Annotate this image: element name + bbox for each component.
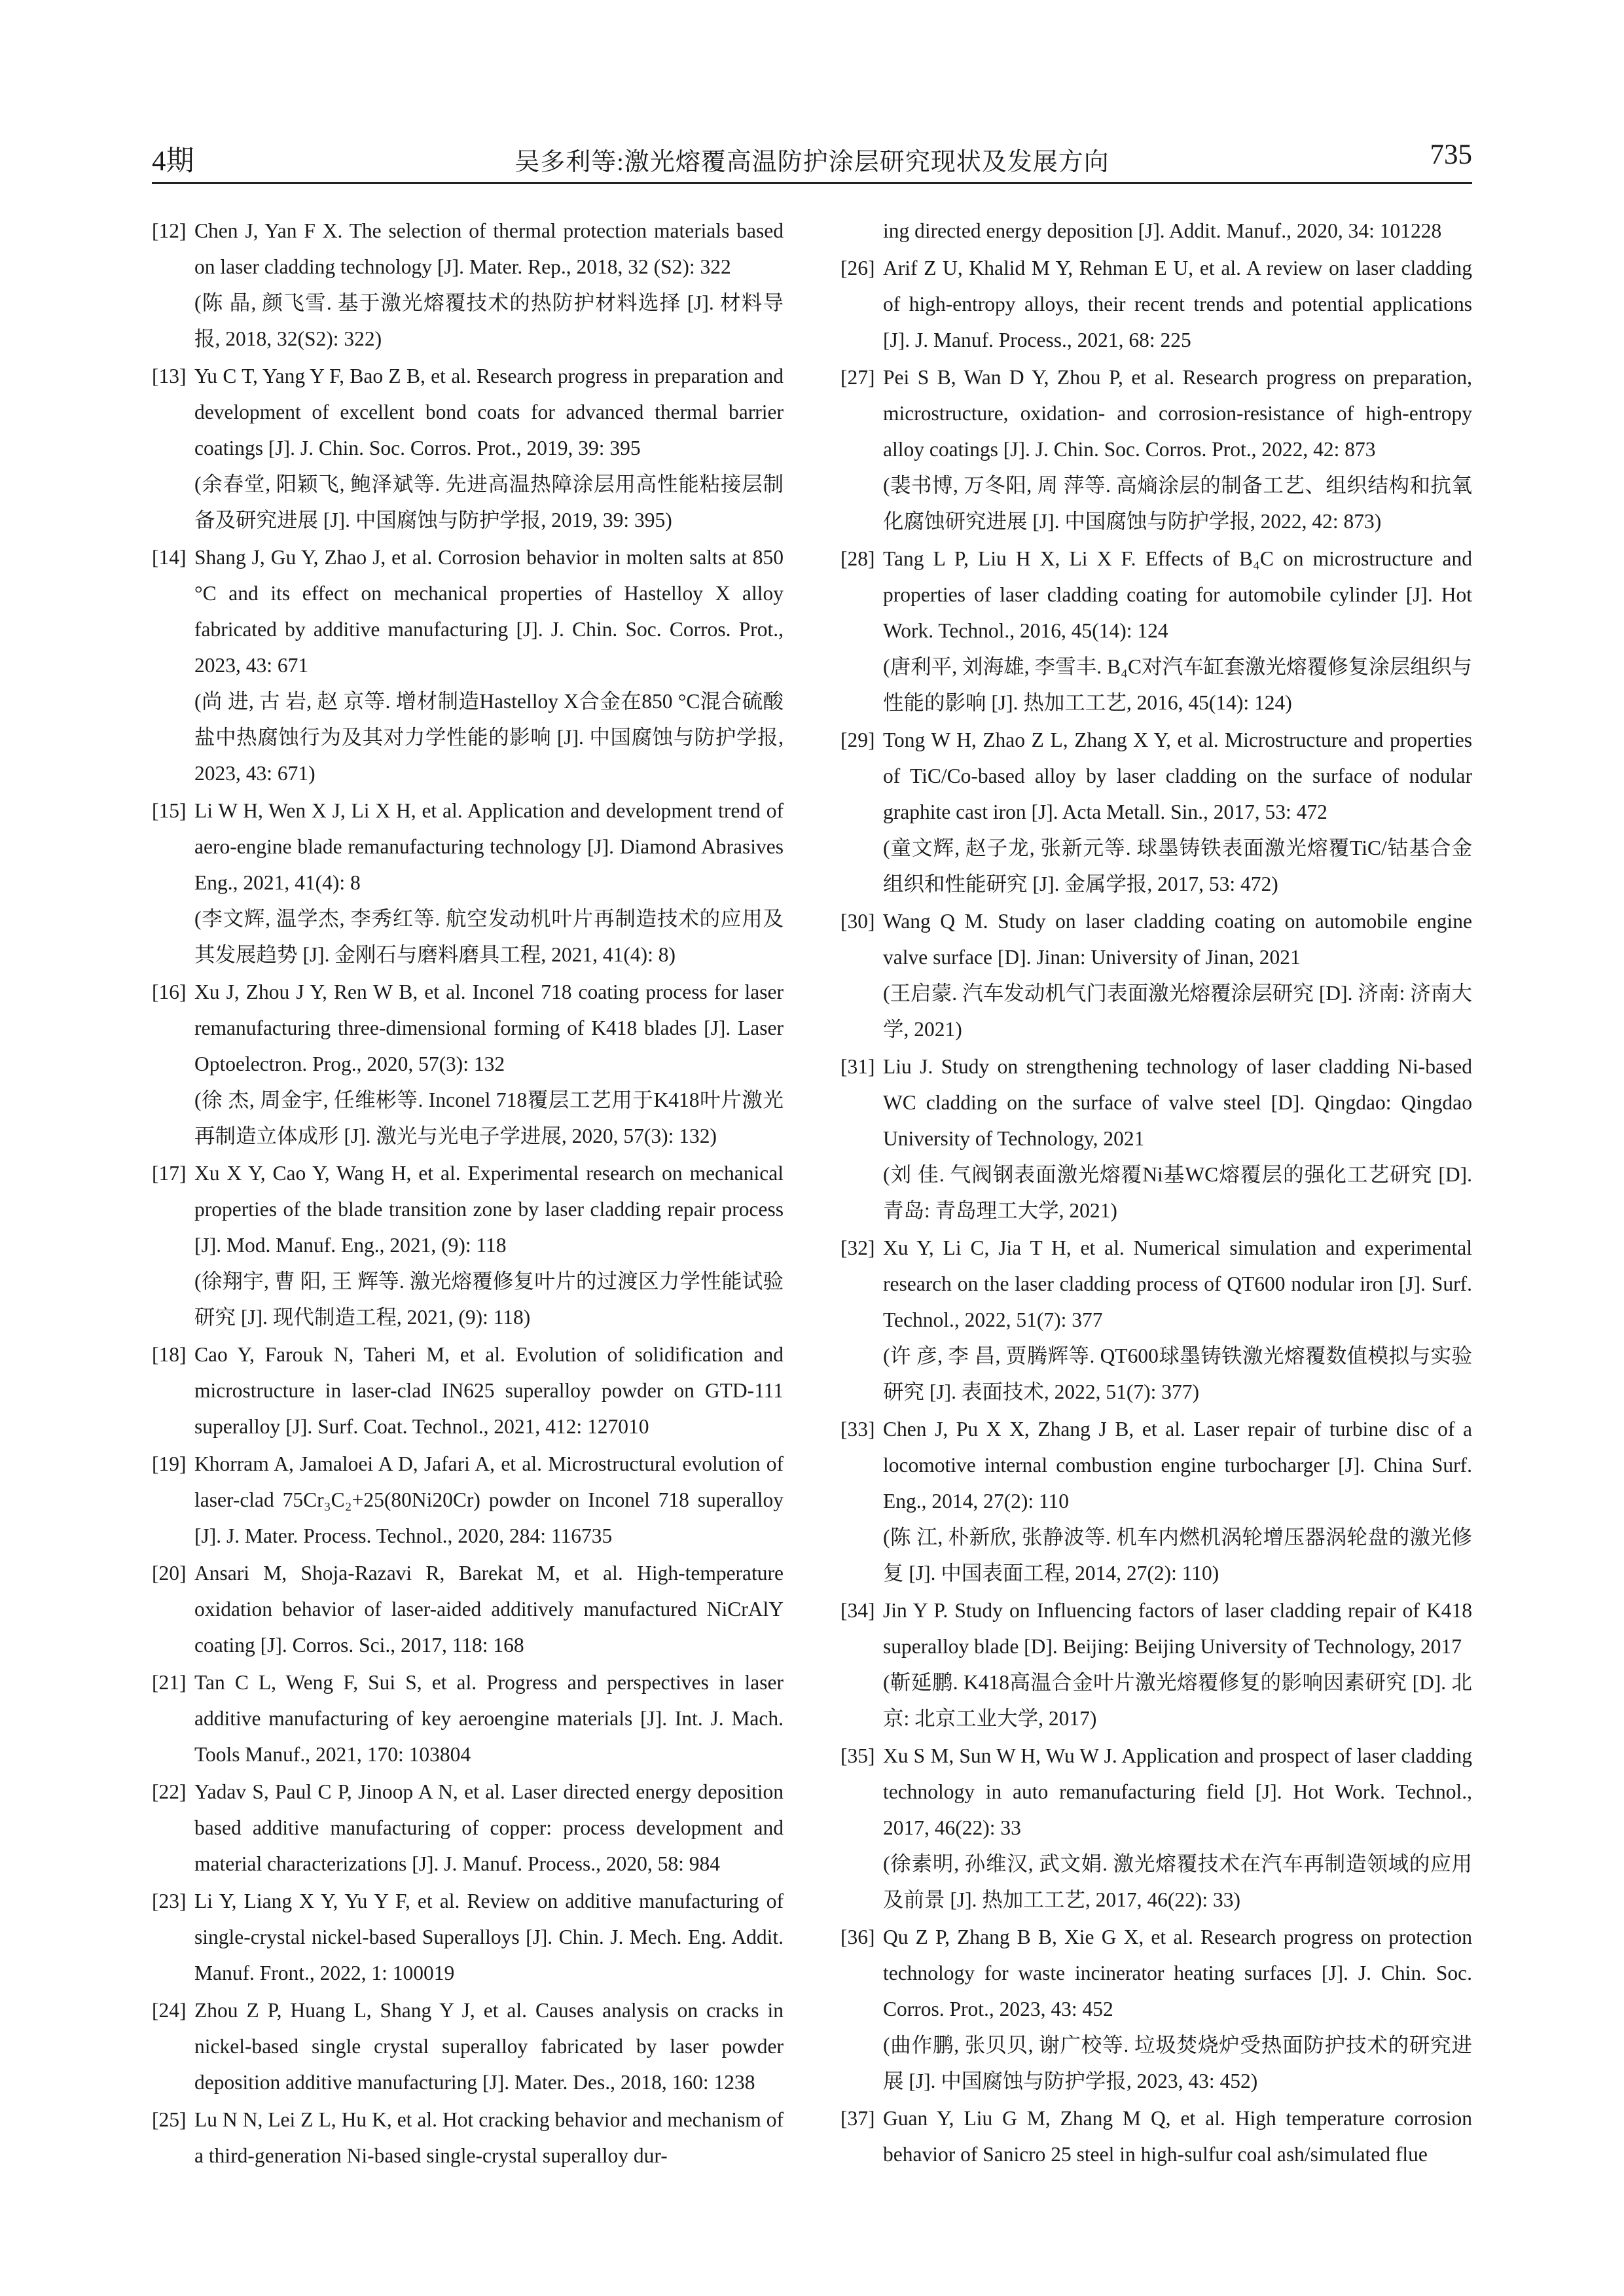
reference-item <box>152 358 784 538</box>
reference-text: Tong W H, Zhao Z L, Zhang X Y, et al. Microstructure and properties of TiC/Co-based alloy by laser cladding on the surface of nodular graphite cast iron [J]. Acta Metall. Sin., 2017, 53: 472 <box>883 728 1472 823</box>
reference-number: [20] <box>152 1562 187 1585</box>
reference-item <box>152 1664 784 1772</box>
reference-item <box>152 1774 784 1882</box>
reference-number: [36] <box>840 1926 875 1948</box>
issue-label: 4期 <box>152 146 194 177</box>
reference-number: [34] <box>840 1599 875 1622</box>
reference-item <box>840 1049 1472 1229</box>
reference-text: Chen J, Yan F X. The selection of thermal protection materials based on laser cladding technology [J]. Mater. Rep., 2018, 32 (S2): 322 <box>194 219 784 278</box>
page-number: 735 <box>1430 139 1472 170</box>
reference-text: Jin Y P. Study on Influencing factors of laser cladding repair of K418 superalloy blade [D]. Beijing: Beijing University of Technology, 2017 <box>883 1599 1472 1658</box>
reference-number: [21] <box>152 1671 187 1694</box>
reference-text: Tang L P, Liu H X, Li X F. Effects of B₄C on microstructure and properties of laser cladding coating for automobile cylinder [J]. Hot Work. Technol., 2016, 45(14): 124 <box>883 547 1472 642</box>
reference-text: Cao Y, Farouk N, Taheri M, et al. Evolution of solidification and microstructure in laser-clad IN625 superalloy powder on GTD-111 superalloy [J]. Surf. Coat. Technol., 2021, 412: 127010 <box>194 1343 784 1438</box>
reference-item <box>152 2102 784 2174</box>
reference-chinese-translation: (余春堂, 阳颖飞, 鲍泽斌等. 先进高温热障涂层用高性能粘接层制备及研究进展 [J]. 中国腐蚀与防护学报, 2019, 39: 395) <box>194 473 784 531</box>
reference-number: [29] <box>840 728 875 751</box>
reference-text: Tan C L, Weng F, Sui S, et al. Progress and perspectives in laser additive manufacturing of key aeroengine materials [J]. Int. J. Mach. Tools Manuf., 2021, 170: 103804 <box>194 1671 784 1766</box>
reference-text: Shang J, Gu Y, Zhao J, et al. Corrosion behavior in molten salts at 850 °C and its effect on mechanical properties of Hastelloy X alloy fabricated by additive manufacturing [J]. J. Chin. Soc. Corros. Prot., 2023, 43: 671 <box>194 546 784 677</box>
reference-item <box>840 722 1472 902</box>
reference-item <box>152 539 784 791</box>
reference-text: Xu S M, Sun W H, Wu W J. Application and prospect of laser cladding technology in auto remanufacturing field [J]. Hot Work. Technol., 2017, 46(22): 33 <box>883 1744 1472 1839</box>
reference-item <box>152 793 784 973</box>
reference-number: [35] <box>840 1744 875 1767</box>
reference-number: [12] <box>152 219 187 242</box>
reference-chinese-translation: (靳延鹏. K418高温合金叶片激光熔覆修复的影响因素研究 [D]. 北京: 北京工业大学, 2017) <box>883 1671 1472 1730</box>
reference-item <box>840 1592 1472 1736</box>
reference-number: [24] <box>152 1999 187 2022</box>
reference-text: Li W H, Wen X J, Li X H, et al. Application and development trend of aero-engine blade remanufacturing technology [J]. Diamond Abrasives Eng., 2021, 41(4): 8 <box>194 799 784 894</box>
reference-text: Zhou Z P, Huang L, Shang Y J, et al. Causes analysis on cracks in nickel-based single crystal superalloy fabricated by laser powder deposition additive manufacturing [J]. Mater. Des., 2018, 160: 1238 <box>194 1999 784 2094</box>
reference-item <box>840 359 1472 539</box>
reference-chinese-translation: (陈 晶, 颜飞雪. 基于激光熔覆技术的热防护材料选择 [J]. 材料导报, 2018, 32(S2): 322) <box>194 291 784 350</box>
reference-number: [33] <box>840 1418 875 1441</box>
reference-text: Yadav S, Paul C P, Jinoop A N, et al. Laser directed energy deposition based additive manufacturing of copper: process development and material characterizations [J]. J. Manuf. Process., 2020, 58: 984 <box>194 1780 784 1875</box>
left-column <box>152 213 784 2175</box>
reference-text: Liu J. Study on strengthening technology of laser cladding Ni-based WC cladding on the surface of valve steel [D]. Qingdao: Qingdao University of Technology, 2021 <box>883 1055 1472 1150</box>
reference-text: Ansari M, Shoja-Razavi R, Barekat M, et al. High-temperature oxidation behavior of laser-aided additively manufactured NiCrAlY coating [J]. Corros. Sci., 2017, 118: 168 <box>194 1562 784 1657</box>
reference-chinese-translation: (童文辉, 赵子龙, 张新元等. 球墨铸铁表面激光熔覆TiC/钴基合金组织和性能研究 [J]. 金属学报, 2017, 53: 472) <box>883 836 1472 895</box>
reference-number: [32] <box>840 1236 875 1259</box>
reference-text: Chen J, Pu X X, Zhang J B, et al. Laser repair of turbine disc of a locomotive internal combustion engine turbocharger [J]. China Surf. Eng., 2014, 27(2): 110 <box>883 1418 1472 1513</box>
reference-text: Yu C T, Yang Y F, Bao Z B, et al. Research progress in preparation and development of excellent bond coats for advanced thermal barrier coatings [J]. J. Chin. Soc. Corros. Prot., 2019, 39: 395 <box>194 365 784 459</box>
reference-item <box>840 903 1472 1047</box>
reference-chinese-translation: (许 彦, 李 昌, 贾腾辉等. QT600球墨铸铁激光熔覆数值模拟与实验研究 [J]. 表面技术, 2022, 51(7): 377) <box>883 1344 1472 1403</box>
reference-chinese-translation: (尚 进, 古 岩, 赵 京等. 增材制造Hastelloy X合金在850 °C混合硫酸盐中热腐蚀行为及其对力学性能的影响 [J]. 中国腐蚀与防护学报, 2023, 43: 671) <box>194 690 784 785</box>
reference-text: Khorram A, Jamaloei A D, Jafari A, et al. Microstructural evolution of laser-clad 75Cr₃C₂+25(80Ni20Cr) powder on Inconel 718 superalloy [J]. J. Mater. Process. Technol., 2020, 284: 116735 <box>194 1452 784 1547</box>
reference-item <box>840 2100 1472 2172</box>
reference-number: [14] <box>152 546 187 569</box>
reference-text: Li Y, Liang X Y, Yu Y F, et al. Review on additive manufacturing of single-crystal nickel-based Superalloys [J]. Chin. J. Mech. Eng. Addit. Manuf. Front., 2022, 1: 100019 <box>194 1890 784 1984</box>
reference-chinese-translation: (王启蒙. 汽车发动机气门表面激光熔覆涂层研究 [D]. 济南: 济南大学, 2021) <box>883 982 1472 1041</box>
reference-item <box>152 1883 784 1991</box>
reference-chinese-translation: (刘 佳. 气阀钢表面激光熔覆Ni基WC熔覆层的强化工艺研究 [D]. 青岛: 青岛理工大学, 2021) <box>883 1163 1472 1222</box>
reference-item <box>840 541 1472 721</box>
reference-chinese-translation: (徐素明, 孙维汉, 武文娟. 激光熔覆技术在汽车再制造领域的应用及前景 [J]. 热加工工艺, 2017, 46(22): 33) <box>883 1852 1472 1911</box>
reference-text: Xu X Y, Cao Y, Wang H, et al. Experimental research on mechanical properties of the blade transition zone by laser cladding repair process [J]. Mod. Manuf. Eng., 2021, (9): 118 <box>194 1162 784 1257</box>
reference-text: Xu J, Zhou J Y, Ren W B, et al. Inconel 718 coating process for laser remanufacturing three-dimensional forming of K418 blades [J]. Laser Optoelectron. Prog., 2020, 57(3): 132 <box>194 980 784 1075</box>
reference-number: [25] <box>152 2108 187 2131</box>
reference-text: Wang Q M. Study on laser cladding coating on automobile engine valve surface [D]. Jinan: University of Jinan, 2021 <box>883 910 1472 969</box>
reference-item <box>152 1992 784 2100</box>
reference-number: [23] <box>152 1890 187 1912</box>
reference-item <box>840 1919 1472 2099</box>
reference-number: [22] <box>152 1780 187 1803</box>
reference-text: Pei S B, Wan D Y, Zhou P, et al. Research progress on preparation, microstructure, oxidation- and corrosion-resistance of high-entropy alloy coatings [J]. J. Chin. Soc. Corros. Prot., 2022, 42: 873 <box>883 366 1472 461</box>
reference-number: [27] <box>840 366 875 389</box>
reference-chinese-translation: (唐利平, 刘海雄, 李雪丰. B₄C对汽车缸套激光熔覆修复涂层组织与性能的影响 [J]. 热加工工艺, 2016, 45(14): 124) <box>883 655 1472 714</box>
reference-chinese-translation: (徐翔宇, 曹 阳, 王 辉等. 激光熔覆修复叶片的过渡区力学性能试验研究 [J]. 现代制造工程, 2021, (9): 118) <box>194 1270 784 1329</box>
reference-text: Qu Z P, Zhang B B, Xie G X, et al. Research progress on protection technology for waste incinerator heating surfaces [J]. J. Chin. Soc. Corros. Prot., 2023, 43: 452 <box>883 1926 1472 2020</box>
reference-number: [17] <box>152 1162 187 1185</box>
reference-number: [18] <box>152 1343 187 1366</box>
reference-text: Guan Y, Liu G M, Zhang M Q, et al. High temperature corrosion behavior of Sanicro 25 steel in high-sulfur coal ash/simulated flue <box>883 2107 1472 2166</box>
reference-item <box>840 1411 1472 1591</box>
reference-chinese-translation: (陈 江, 朴新欣, 张静波等. 机车内燃机涡轮增压器涡轮盘的激光修复 [J]. 中国表面工程, 2014, 27(2): 110) <box>883 1526 1472 1585</box>
reference-chinese-translation: (曲作鹏, 张贝贝, 谢广校等. 垃圾焚烧炉受热面防护技术的研究进展 [J]. 中国腐蚀与防护学报, 2023, 43: 452) <box>883 2034 1472 2092</box>
reference-item <box>152 1446 784 1554</box>
right-column <box>840 213 1472 2174</box>
reference-number: [15] <box>152 799 187 822</box>
reference-text: Xu Y, Li C, Jia T H, et al. Numerical simulation and experimental research on the laser cladding process of QT600 nodular iron [J]. Surf. Technol., 2022, 51(7): 377 <box>883 1236 1472 1331</box>
reference-item <box>840 250 1472 358</box>
reference-text: Lu N N, Lei Z L, Hu K, et al. Hot cracking behavior and mechanism of a third-generation Ni-based single-crystal superalloy dur- <box>194 2108 784 2167</box>
reference-number: [13] <box>152 365 187 387</box>
reference-item <box>152 213 784 357</box>
reference-number: [19] <box>152 1452 187 1475</box>
reference-item <box>840 1230 1472 1410</box>
reference-number: [30] <box>840 910 875 933</box>
reference-number: [31] <box>840 1055 875 1078</box>
reference-text: Arif Z U, Khalid M Y, Rehman E U, et al. A review on laser cladding of high-entropy alloys, their recent trends and potential applications [J]. J. Manuf. Process., 2021, 68: 225 <box>883 257 1472 351</box>
reference-number: [26] <box>840 257 875 279</box>
reference-number: [28] <box>840 547 875 570</box>
reference-continuation: ing directed energy deposition [J]. Addit. Manuf., 2020, 34: 101228 <box>883 219 1442 242</box>
running-header <box>152 136 1472 184</box>
reference-item <box>152 1336 784 1444</box>
reference-number: [37] <box>840 2107 875 2130</box>
reference-item <box>152 974 784 1154</box>
reference-item <box>840 1738 1472 1918</box>
reference-number: [16] <box>152 980 187 1003</box>
reference-item <box>152 1555 784 1663</box>
reference-chinese-translation: (徐 杰, 周金宇, 任维彬等. Inconel 718覆层工艺用于K418叶片激光再制造立体成形 [J]. 激光与光电子学进展, 2020, 57(3): 132) <box>194 1088 784 1147</box>
reference-chinese-translation: (裴书博, 万冬阳, 周 萍等. 高熵涂层的制备工艺、组织结构和抗氧化腐蚀研究进展 [J]. 中国腐蚀与防护学报, 2022, 42: 873) <box>883 474 1472 533</box>
reference-item <box>152 1155 784 1335</box>
running-title: 吴多利等:激光熔覆高温防护涂层研究现状及发展方向 <box>514 149 1110 176</box>
reference-chinese-translation: (李文辉, 温学杰, 李秀红等. 航空发动机叶片再制造技术的应用及其发展趋势 [J]. 金刚石与磨料磨具工程, 2021, 41(4): 8) <box>194 907 784 966</box>
